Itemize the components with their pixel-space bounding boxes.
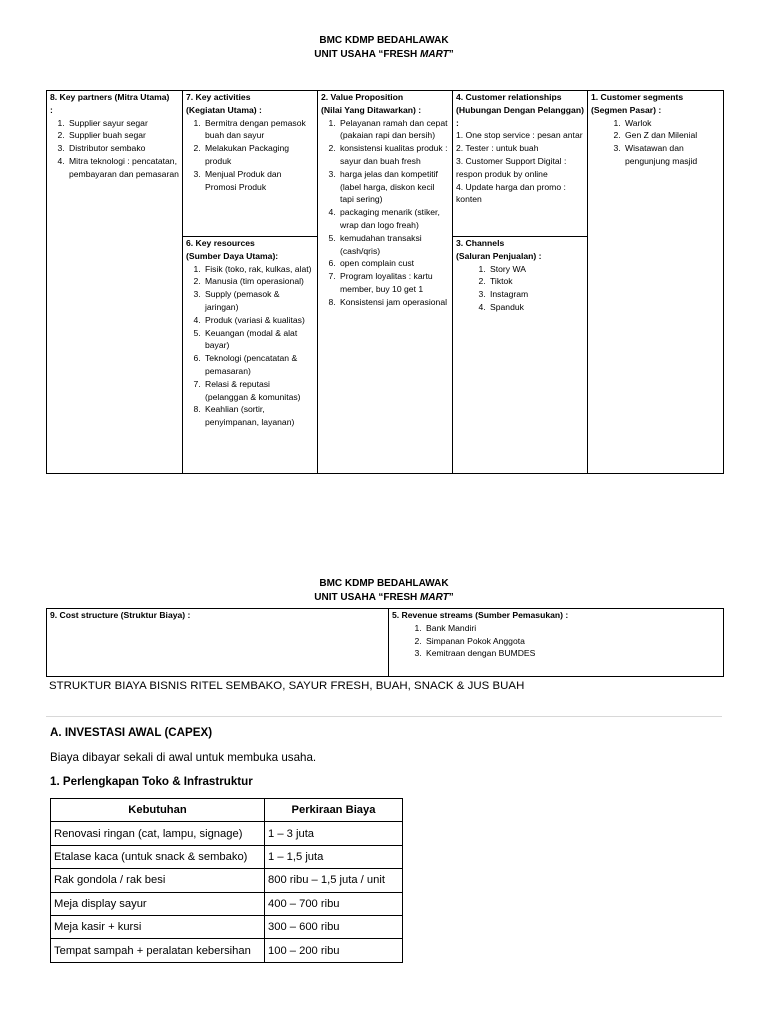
customer-segments-list (591, 117, 721, 168)
value-proposition-subtitle: (Nilai Yang Ditawarkan) : (321, 104, 422, 115)
title-suffix: ” (448, 592, 454, 603)
activities-resources-column (183, 91, 318, 473)
list-item: 7. Program loyalitas : kartu member, buy 10 get 1 (338, 270, 450, 296)
key-resources-list (186, 263, 315, 429)
title-italic: MART (420, 49, 449, 60)
table-cell: 800 ribu – 1,5 juta / unit (265, 869, 403, 892)
title-prefix: UNIT USAHA “FRESH (314, 49, 421, 60)
list-item: 1. Warlok (623, 117, 721, 130)
column-header: Kebutuhan (51, 799, 265, 822)
revenue-streams-cell (389, 609, 723, 660)
bmc-title-line2 (0, 48, 768, 62)
list-item: 3. Distributor sembako (67, 142, 180, 155)
channels-cell (453, 237, 587, 314)
cost-structure-column (47, 609, 389, 676)
key-partners-colon: : (50, 104, 53, 115)
key-activities-subtitle: (Kegiatan Utama) : (186, 104, 262, 115)
list-item: 1. Fisik (toko, rak, kulkas, alat) (203, 263, 315, 276)
customer-relationships-cell (453, 91, 587, 236)
key-resources-subtitle: (Sumber Daya Utama): (186, 250, 279, 261)
list-item: 2. Simpanan Pokok Anggota (424, 635, 721, 648)
list-item: 4. Mitra teknologi : pencatatan, pembayaran dan pemasaran (67, 155, 180, 181)
list-item: 8. Konsistensi jam operasional (338, 296, 450, 309)
table-cell: 1 – 1,5 juta (265, 845, 403, 868)
list-item: 2. Supplier buah segar (67, 129, 180, 142)
table-cell: 100 – 200 ribu (265, 939, 403, 962)
list-item: 3. harga jelas dan kompetitif (label harga, diskon kecil tapi sering) (338, 168, 450, 206)
value-proposition-cell (318, 91, 452, 309)
list-item: 3. Menjual Produk dan Promosi Produk (203, 168, 315, 194)
capex-table (50, 798, 403, 963)
title-italic: MART (420, 592, 449, 603)
key-partners-cell (47, 91, 182, 181)
cost-structure-cell (47, 609, 388, 622)
value-proposition-title: 2. Value Proposition (321, 92, 404, 102)
list-item: 7. Relasi & reputasi (pelanggan & komunitas) (203, 378, 315, 404)
customer-segments-cell (588, 91, 723, 168)
key-partners-title: 8. Key partners (Mitra Utama) (50, 92, 170, 102)
column-header: Perkiraan Biaya (265, 799, 403, 822)
revenue-streams-list (392, 622, 721, 660)
revenue-streams-title: 5. Revenue streams (Sumber Pemasukan) : (392, 610, 569, 620)
bmc-canvas (46, 90, 724, 474)
title-prefix: UNIT USAHA “FRESH (314, 592, 421, 603)
revenue-streams-column (389, 609, 723, 676)
table-cell: Meja kasir + kursi (51, 915, 265, 938)
key-activities-list (186, 117, 315, 194)
table-cell: Etalase kaca (untuk snack & sembako) (51, 845, 265, 868)
list-item: 3. Instagram (488, 288, 585, 301)
relationship-line: 4. Update harga dan promo : konten (456, 181, 566, 205)
table-row (51, 892, 403, 915)
list-item: 3. Kemitraan dengan BUMDES (424, 647, 721, 660)
value-proposition-list (321, 117, 450, 309)
list-item: 6. Teknologi (pencatatan & pemasaran) (203, 352, 315, 378)
list-item: 5. kemudahan transaksi (cash/qris) (338, 232, 450, 258)
table-cell: Tempat sampah + peralatan kebersihan (51, 939, 265, 962)
table-header-row (51, 799, 403, 822)
relationship-line: 3. Customer Support Digital : respon produk by online (456, 155, 567, 179)
title-suffix: ” (448, 49, 454, 60)
summary-title: STRUKTUR BIAYA BISNIS RITEL SEMBAKO, SAYUR FRESH, BUAH, SNACK & JUS BUAH (49, 680, 525, 692)
key-partners-list (50, 117, 180, 181)
bmc-title-line1: BMC KDMP BEDAHLAWAK (319, 35, 449, 46)
bmc-title-line1-second: BMC KDMP BEDAHLAWAK (319, 578, 449, 589)
table-row (51, 939, 403, 962)
list-item: 2. Melakukan Packaging produk (203, 142, 315, 168)
customer-relationships-subtitle: (Hubungan Dengan Pelanggan) : (456, 104, 584, 128)
subsection-title: 1. Perlengkapan Toko & Infrastruktur (50, 775, 253, 788)
relationships-channels-column (453, 91, 588, 473)
list-item: 4. Spanduk (488, 301, 585, 314)
list-item: 2. Manusia (tim operasional) (203, 275, 315, 288)
table-row (51, 915, 403, 938)
table-cell: Meja display sayur (51, 892, 265, 915)
list-item: 4. Produk (variasi & kualitas) (203, 314, 315, 327)
section-a-title: A. INVESTASI AWAL (CAPEX) (50, 726, 213, 739)
customer-segments-title: 1. Customer segments (591, 92, 684, 102)
list-item: 2. konsistensi kualitas produk : sayur dan buah fresh (338, 142, 450, 168)
list-item: 5. Keuangan (modal & alat bayar) (203, 327, 315, 353)
list-item: 2. Gen Z dan Milenial (623, 129, 721, 142)
table-cell: 1 – 3 juta (265, 822, 403, 845)
key-activities-cell (183, 91, 317, 236)
customer-segments-subtitle: (Segmen Pasar) : (591, 104, 662, 115)
relationship-line: 1. One stop service : pesan antar (456, 130, 583, 141)
table-row (51, 869, 403, 892)
key-activities-title: 7. Key activities (186, 92, 251, 102)
list-item: 1. Bank Mandiri (424, 622, 721, 635)
channels-subtitle: (Saluran Penjualan) : (456, 250, 542, 261)
list-item: 1. Supplier sayur segar (67, 117, 180, 130)
list-item: 3. Wisatawan dan pengunjung masjid (623, 142, 721, 168)
list-item: 8. Keahlian (sortir, penyimpanan, layanan) (203, 403, 315, 429)
list-item: 2. Tiktok (488, 275, 585, 288)
relationship-line: 2. Tester : untuk buah (456, 143, 539, 154)
table-row (51, 845, 403, 868)
customer-segments-column (588, 91, 723, 473)
bmc-title-line2-second (0, 591, 768, 605)
channels-title: 3. Channels (456, 238, 505, 248)
value-proposition-column (318, 91, 453, 473)
key-resources-title: 6. Key resources (186, 238, 255, 248)
section-a-description: Biaya dibayar sekali di awal untuk membuka usaha. (50, 751, 317, 764)
list-item: 1. Bermitra dengan pemasok buah dan sayur (203, 117, 315, 143)
table-row (51, 822, 403, 845)
table-cell: 400 – 700 ribu (265, 892, 403, 915)
table-cell: Renovasi ringan (cat, lampu, signage) (51, 822, 265, 845)
cost-revenue-box (46, 608, 724, 677)
table-cell: 300 – 600 ribu (265, 915, 403, 938)
list-item: 6. open complain cust (338, 257, 450, 270)
key-partners-column (47, 91, 183, 473)
customer-relationships-title: 4. Customer relationships (456, 92, 562, 102)
list-item: 1. Story WA (488, 263, 585, 276)
cost-structure-title: 9. Cost structure (Struktur Biaya) : (50, 610, 191, 620)
list-item: 4. packaging menarik (stiker, wrap dan logo freah) (338, 206, 450, 232)
list-item: 1. Pelayanan ramah dan cepat (pakaian rapi dan bersih) (338, 117, 450, 143)
key-resources-cell (183, 237, 317, 429)
list-item: 3. Supply (pemasok & jaringan) (203, 288, 315, 314)
channels-list (456, 263, 585, 314)
table-cell: Rak gondola / rak besi (51, 869, 265, 892)
section-divider (46, 716, 722, 717)
